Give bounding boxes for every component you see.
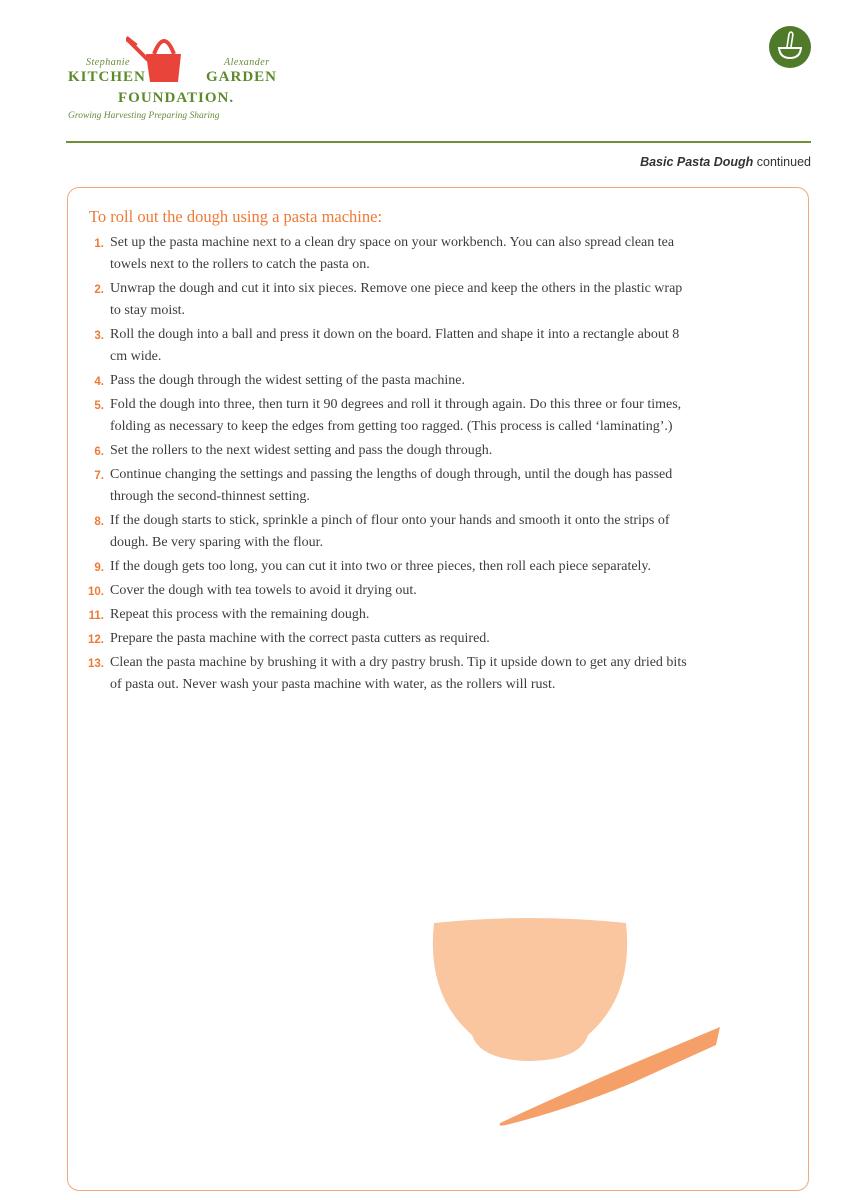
list-item <box>80 440 690 462</box>
list-item <box>80 628 690 650</box>
logo-word-foundation: FOUNDATION. <box>118 90 235 106</box>
step-number: 4. <box>94 376 104 388</box>
logo-name-right: Alexander <box>224 57 270 68</box>
step-text: Set the rollers to the next widest setting and pass the dough through. <box>110 443 493 458</box>
step-number: 8. <box>94 516 104 528</box>
bowl-illustration <box>433 918 627 1061</box>
step-text: Set up the pasta machine next to a clean dry space on your workbench. You can also spread clean tea towels next to the rollers to catch the pasta on. <box>110 235 675 272</box>
list-item <box>80 510 690 554</box>
list-item <box>80 556 690 578</box>
step-number: 2. <box>94 284 104 296</box>
step-text: If the dough gets too long, you can cut it into two or three pieces, then roll each piece separately. <box>110 559 652 574</box>
step-text: Repeat this process with the remaining dough. <box>110 607 370 622</box>
step-text: If the dough starts to stick, sprinkle a pinch of flour onto your hands and smooth it onto the strips of dough. Be very sparing with the flour. <box>110 513 670 550</box>
logo-tagline: Growing Harvesting Preparing Sharing <box>68 111 220 121</box>
step-text: Pass the dough through the widest setting of the pasta machine. <box>110 373 465 388</box>
step-text: Prepare the pasta machine with the correct pasta cutters as required. <box>110 631 490 646</box>
step-text: Cover the dough with tea towels to avoid it drying out. <box>110 583 417 598</box>
list-item <box>80 278 690 322</box>
steps-list <box>80 232 690 698</box>
step-text: Continue changing the settings and passing the lengths of dough through, until the dough has passed through the second-thinnest setting. <box>110 467 673 504</box>
step-number: 7. <box>94 470 104 482</box>
step-number: 10. <box>88 586 104 598</box>
list-item <box>80 464 690 508</box>
step-number: 11. <box>88 610 104 622</box>
step-number: 1. <box>94 238 104 250</box>
list-item <box>80 232 690 276</box>
list-item <box>80 580 690 602</box>
header-divider <box>66 141 811 143</box>
step-text: Clean the pasta machine by brushing it with a dry pastry brush. Tip it upside down to get any dried bits of pasta out. Never wash your pasta machine with water, as the rollers will rust. <box>110 655 687 692</box>
list-item <box>80 394 690 438</box>
step-number: 9. <box>94 562 104 574</box>
list-item <box>80 604 690 626</box>
step-number: 6. <box>94 446 104 458</box>
logo-name-left: Stephanie <box>86 57 130 68</box>
section-heading: To roll out the dough using a pasta machine: <box>89 207 383 226</box>
step-text: Fold the dough into three, then turn it 90 degrees and roll it through again. Do this three or four times, folding as necessary to keep the edges from getting too ragged. (This process is called ‘laminating’.) <box>110 397 682 434</box>
list-item <box>80 652 690 696</box>
step-text: Unwrap the dough and cut it into six pieces. Remove one piece and keep the others in the plastic wrap to stay moist. <box>110 281 683 318</box>
step-number: 12. <box>88 634 104 646</box>
bowl-and-brush-illustration <box>420 905 740 1135</box>
continued-caption <box>640 155 811 169</box>
step-number: 3. <box>94 330 104 342</box>
logo-word-kitchen: KITCHEN <box>68 69 146 85</box>
list-item <box>80 370 690 392</box>
foundation-logo <box>66 24 296 129</box>
bowl-whisk-icon <box>769 26 811 68</box>
logo-word-garden: GARDEN <box>206 69 278 85</box>
step-number: 13. <box>88 658 104 670</box>
recipe-title: Basic Pasta Dough <box>640 155 754 169</box>
step-text: Roll the dough into a ball and press it down on the board. Flatten and shape it into a rectangle about 8 cm wide. <box>110 327 680 364</box>
list-item <box>80 324 690 368</box>
step-number: 5. <box>94 400 104 412</box>
continued-label: continued <box>756 155 811 169</box>
